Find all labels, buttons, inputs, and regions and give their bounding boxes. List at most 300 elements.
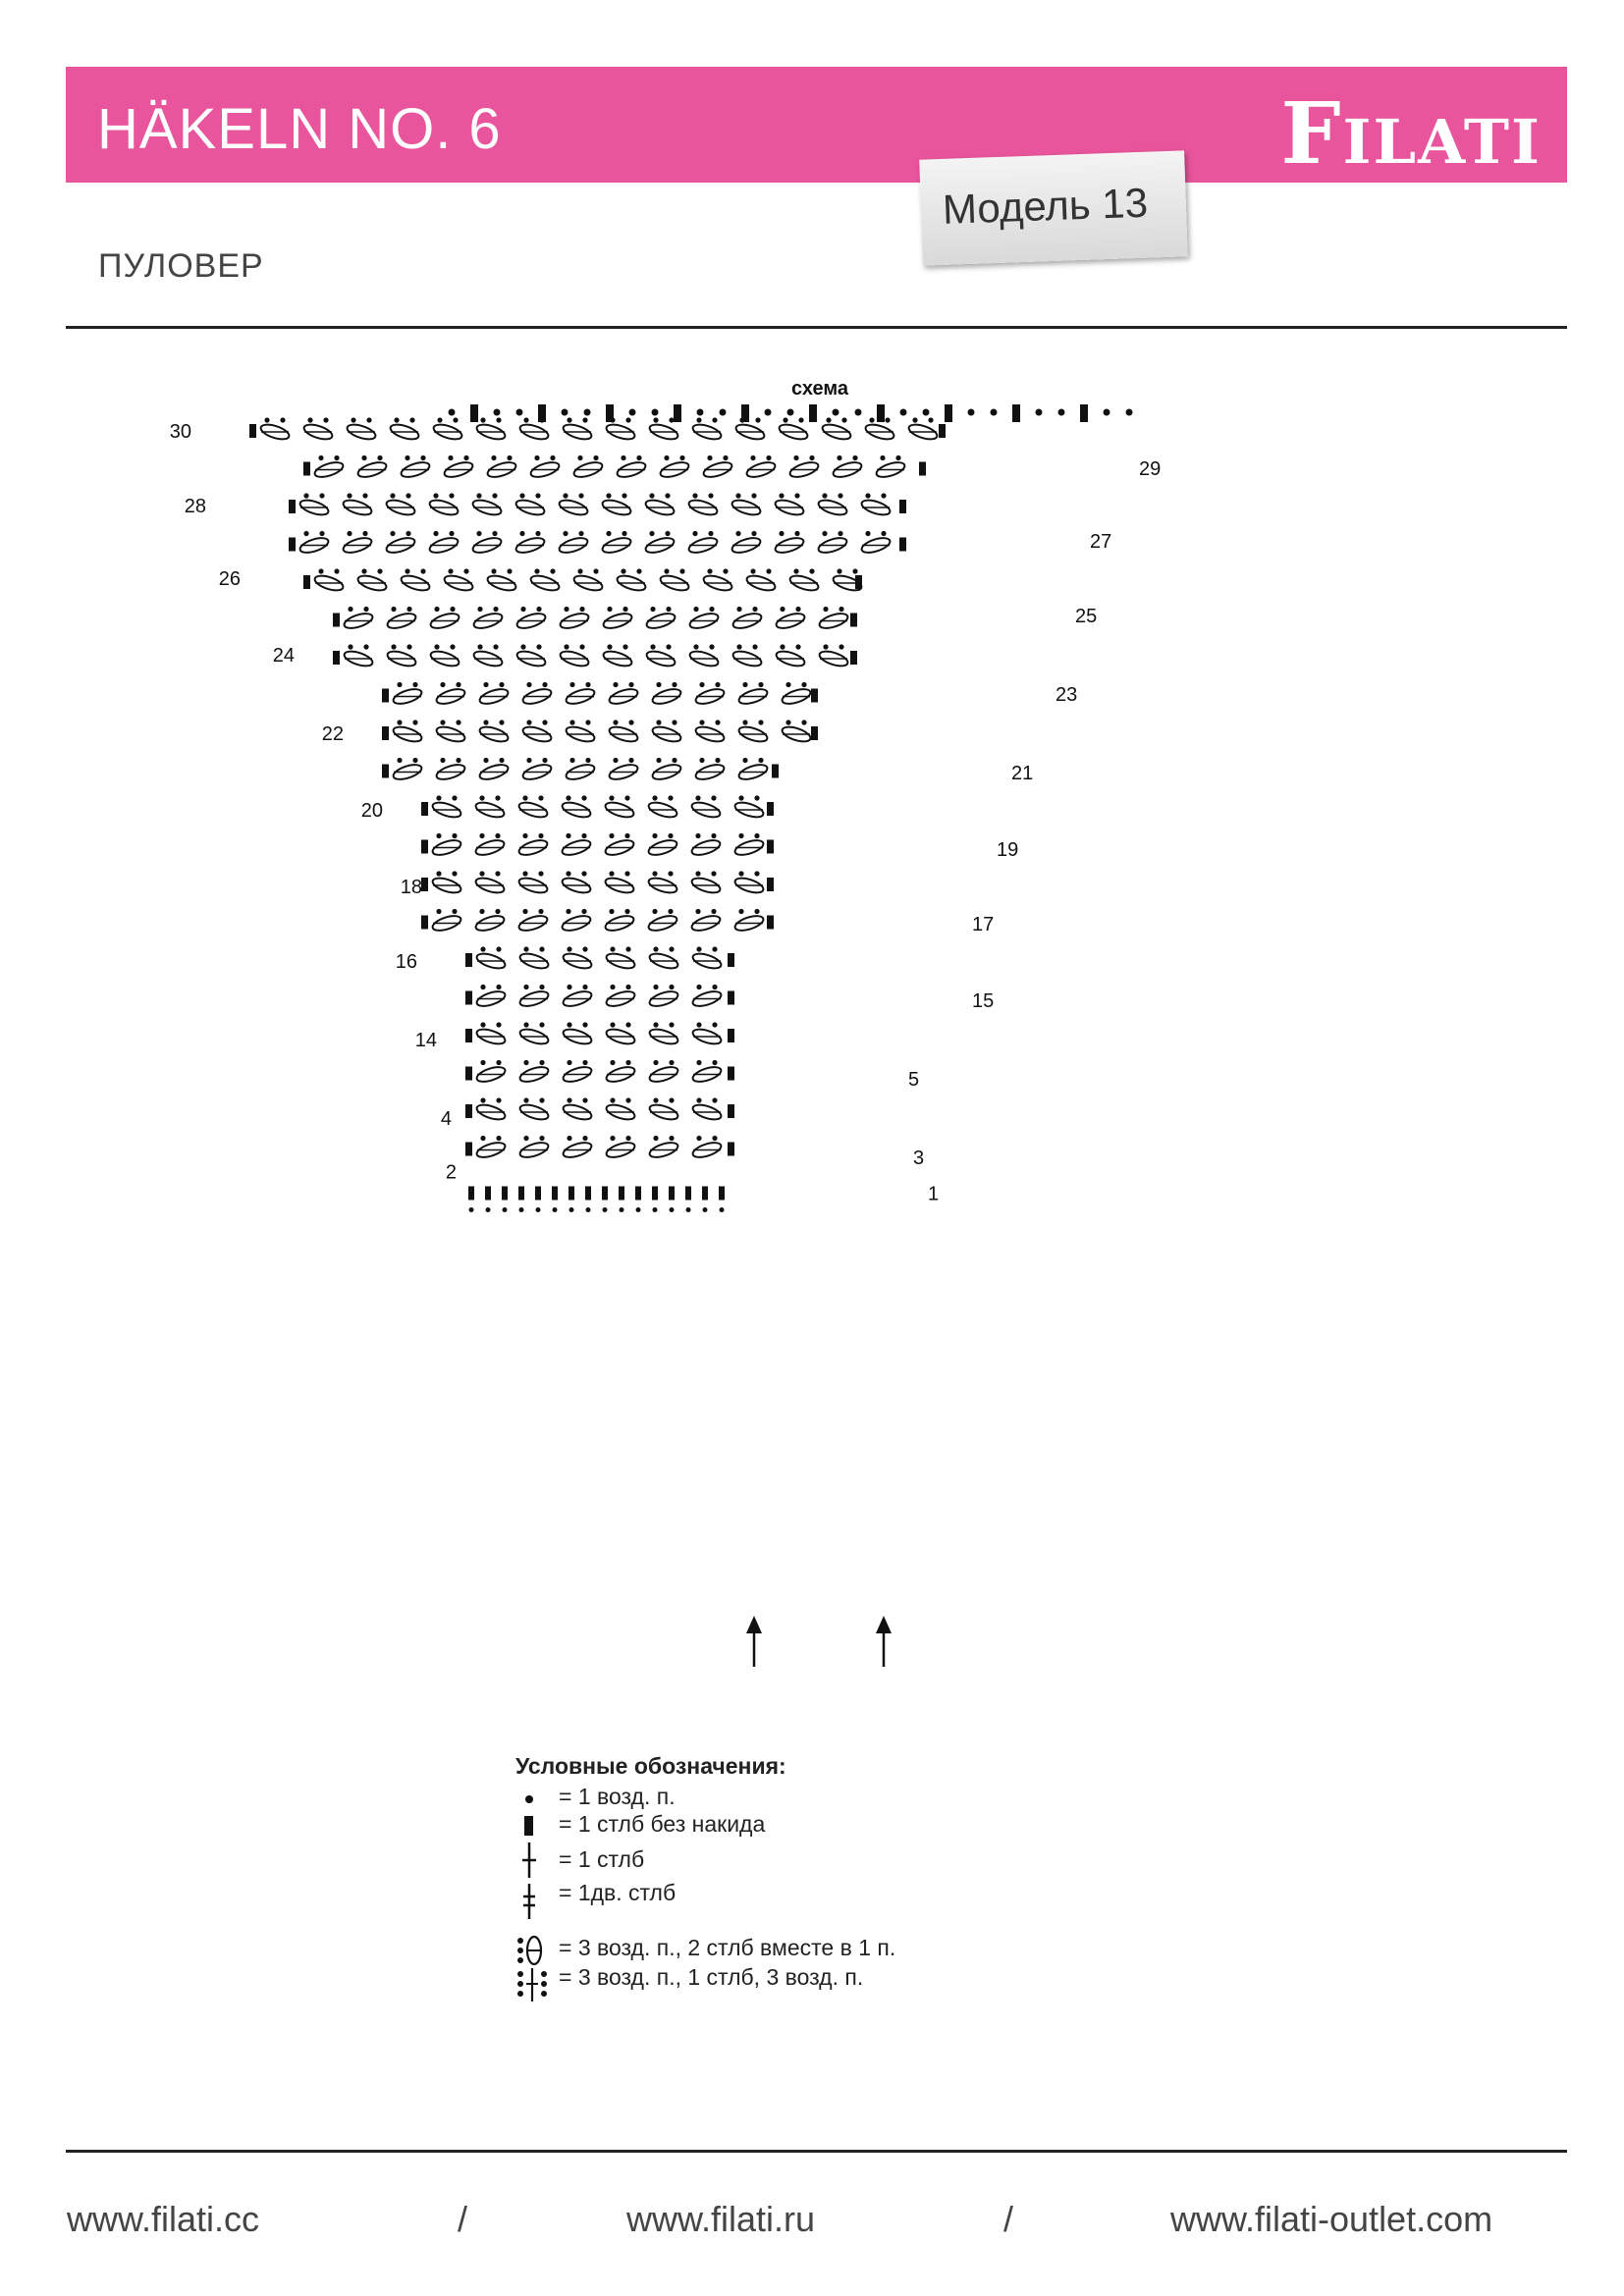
chain-mark: [649, 493, 654, 498]
chain-mark: [712, 946, 717, 951]
chain-mark: [390, 493, 395, 498]
chain-mark: [839, 607, 843, 612]
chain-mark: [523, 985, 528, 989]
chain-mark: [780, 644, 785, 649]
chain-mark: [711, 833, 716, 838]
chain-mark: [536, 607, 541, 612]
chain-mark: [881, 531, 886, 536]
chain-mark: [581, 833, 586, 838]
chain-mark: [669, 417, 674, 422]
chain-mark: [623, 644, 627, 649]
chain-mark: [433, 531, 438, 536]
chain-mark: [607, 644, 612, 649]
chain-mark: [603, 1207, 608, 1212]
row-label: 22: [321, 723, 344, 745]
chain-mark: [652, 409, 659, 416]
chain-mark: [535, 493, 540, 498]
chain-mark: [779, 531, 784, 536]
chain-mark: [348, 644, 352, 649]
chain-mark: [707, 455, 712, 460]
chain-mark: [377, 568, 382, 573]
single-crochet-mark: [468, 1187, 474, 1201]
chain-mark: [567, 985, 571, 989]
footer-link-filati-ru[interactable]: www.filati.ru: [626, 2199, 816, 2239]
row-label: 4: [440, 1108, 452, 1130]
single-crochet-mark: [421, 916, 428, 930]
magazine-title: HÄKELN NO. 6: [97, 97, 502, 161]
chain-mark: [625, 1060, 630, 1065]
chain-mark: [539, 946, 544, 951]
chain-mark: [736, 644, 741, 649]
chain-mark: [712, 1060, 717, 1065]
chain-mark: [822, 531, 827, 536]
chain-mark: [609, 909, 614, 914]
chain-mark: [449, 531, 454, 536]
chain-mark: [991, 409, 998, 416]
chain-mark: [406, 493, 410, 498]
chain-mark: [609, 833, 614, 838]
chain-mark: [456, 758, 460, 763]
chain-mark: [539, 1097, 544, 1102]
chain-mark: [567, 1060, 571, 1065]
chain-mark: [593, 568, 598, 573]
chain-mark: [607, 607, 612, 612]
chain-mark: [539, 1136, 544, 1141]
chain-mark: [696, 946, 701, 951]
chain-mark: [711, 795, 716, 800]
chain-mark: [476, 531, 481, 536]
single-crochet-mark: [674, 404, 681, 422]
chain-mark: [503, 1207, 508, 1212]
page-subtitle: ПУЛОВЕР: [98, 247, 264, 285]
chain-mark: [522, 909, 527, 914]
chain-mark: [362, 493, 367, 498]
chain-mark: [610, 946, 615, 951]
chain-mark: [348, 607, 352, 612]
single-crochet-mark: [772, 765, 779, 778]
legend-row-picot: = 3 возд. п., 1 стлб, 3 возд. п.: [515, 1964, 895, 1994]
chain-mark: [855, 409, 862, 416]
chain-mark: [823, 644, 828, 649]
chain-mark: [664, 568, 669, 573]
chain-mark: [696, 1097, 701, 1102]
chain-mark: [822, 493, 827, 498]
chain-mark: [479, 871, 484, 876]
chain-mark: [613, 720, 618, 724]
chain-mark: [742, 682, 747, 687]
chain-mark: [539, 1060, 544, 1065]
footer-separator: /: [458, 2199, 468, 2239]
header-banner: [66, 67, 1567, 183]
chain-mark: [795, 644, 800, 649]
chain-mark: [582, 985, 587, 989]
chain-mark: [496, 1060, 501, 1065]
chain-mark: [582, 946, 587, 951]
chain-mark: [539, 417, 544, 422]
chain-mark: [841, 417, 846, 422]
chain-mark: [865, 531, 870, 536]
top-divider: [66, 326, 1567, 329]
legend-row-treble-crochet: = 1дв. стлб: [515, 1880, 895, 1931]
chain-mark: [456, 682, 460, 687]
single-crochet-mark: [470, 404, 478, 422]
chain-mark: [668, 871, 673, 876]
chain-mark: [610, 985, 615, 989]
chain-mark: [652, 795, 657, 800]
chain-mark: [433, 493, 438, 498]
chain-mark: [738, 833, 743, 838]
chain-mark: [581, 871, 586, 876]
chain-mark: [723, 455, 728, 460]
chain-mark: [420, 568, 425, 573]
single-crochet-mark: [1012, 404, 1020, 422]
chain-mark: [550, 455, 555, 460]
chain-mark: [625, 985, 630, 989]
chain-mark: [795, 607, 800, 612]
chain-mark: [636, 568, 641, 573]
single-crochet-mark: [1080, 404, 1088, 422]
chain-mark: [577, 455, 582, 460]
single-crochet-mark: [702, 1187, 708, 1201]
chain-mark: [826, 417, 831, 422]
chain-mark: [412, 682, 417, 687]
chain-mark: [620, 1207, 624, 1212]
chain-mark: [765, 409, 772, 416]
single-crochet-mark: [728, 1067, 734, 1081]
single-crochet-mark: [945, 404, 952, 422]
chain-mark: [377, 455, 382, 460]
chain-mark: [699, 720, 704, 724]
chain-mark: [406, 531, 410, 536]
chain-mark: [669, 1136, 674, 1141]
chain-mark: [738, 909, 743, 914]
chain-mark: [809, 568, 814, 573]
chain-mark: [865, 493, 870, 498]
chain-mark: [606, 531, 611, 536]
chain-mark: [625, 1097, 630, 1102]
chain-mark: [449, 409, 456, 416]
chain-mark: [766, 455, 771, 460]
chain-mark: [652, 909, 657, 914]
chain-mark: [564, 607, 568, 612]
chain-mark: [303, 531, 308, 536]
chain-mark: [665, 531, 670, 536]
chain-mark: [696, 417, 701, 422]
single-crochet-mark: [289, 538, 296, 552]
chain-mark: [613, 758, 618, 763]
chain-mark: [610, 417, 615, 422]
chain-mark: [720, 1207, 725, 1212]
single-crochet-mark: [289, 500, 296, 513]
chain-mark: [754, 871, 759, 876]
chain-mark: [610, 1136, 615, 1141]
chain-mark: [397, 682, 402, 687]
single-crochet-mark: [568, 1187, 574, 1201]
chain-mark: [735, 493, 740, 498]
chain-mark: [523, 1060, 528, 1065]
chain-mark: [397, 720, 402, 724]
chain-stitch-icon: [515, 1786, 545, 1809]
chain-mark: [742, 758, 747, 763]
model-label: Модель 13: [942, 179, 1149, 233]
single-crochet-mark: [303, 575, 310, 589]
chain-mark: [653, 1207, 658, 1212]
single-crochet-mark: [767, 878, 774, 891]
chain-mark: [754, 909, 759, 914]
chain-mark: [755, 417, 760, 422]
chain-mark: [653, 1022, 658, 1027]
chain-mark: [569, 1207, 574, 1212]
chain-mark: [711, 909, 716, 914]
chain-mark: [538, 833, 543, 838]
row-label: 5: [908, 1069, 920, 1091]
chain-mark: [793, 455, 798, 460]
chain-mark: [586, 1207, 591, 1212]
chain-mark: [516, 409, 523, 416]
chain-mark: [538, 871, 543, 876]
chain-mark: [686, 1207, 691, 1212]
chain-mark: [636, 455, 641, 460]
single-crochet-mark: [728, 1104, 734, 1118]
chain-mark: [783, 417, 787, 422]
chain-mark: [319, 493, 324, 498]
chain-mark: [895, 455, 900, 460]
single-crochet-mark: [465, 991, 472, 1005]
chain-mark: [319, 531, 324, 536]
chain-mark: [477, 607, 482, 612]
chain-mark: [750, 568, 755, 573]
chain-mark: [653, 417, 658, 422]
chain-mark: [495, 871, 500, 876]
chain-mark: [636, 1207, 641, 1212]
chain-mark: [669, 946, 674, 951]
chain-mark: [566, 909, 570, 914]
chain-mark: [766, 568, 771, 573]
single-crochet-mark: [552, 1187, 558, 1201]
crochet-chart: [169, 373, 1384, 1679]
chain-mark: [519, 1207, 524, 1212]
chain-mark: [436, 833, 441, 838]
chain-mark: [656, 682, 661, 687]
chain-mark: [1126, 409, 1133, 416]
chain-mark: [758, 682, 763, 687]
row-label: 25: [1075, 606, 1098, 627]
chain-mark: [450, 607, 455, 612]
chain-mark: [625, 1136, 630, 1141]
chain-mark: [534, 568, 539, 573]
row-label: 21: [1011, 763, 1034, 784]
chain-mark: [496, 1022, 501, 1027]
chain-mark: [453, 417, 458, 422]
single-crochet-mark: [855, 575, 862, 589]
chain-mark: [450, 644, 455, 649]
chain-mark: [578, 493, 583, 498]
chain-mark: [621, 455, 625, 460]
chain-mark: [664, 455, 669, 460]
row-label: 19: [997, 839, 1019, 861]
chain-mark: [264, 417, 269, 422]
chain-mark: [523, 1097, 528, 1102]
legend-title: Условные обозначения:: [515, 1753, 786, 1779]
chain-mark: [495, 833, 500, 838]
chain-mark: [715, 682, 720, 687]
chain-mark: [582, 1136, 587, 1141]
single-crochet-mark: [382, 765, 389, 778]
footer-link-filati-outlet[interactable]: www.filati-outlet.com: [1170, 2199, 1493, 2239]
single-crochet-mark: [333, 614, 340, 627]
chain-mark: [754, 795, 759, 800]
chain-mark: [522, 795, 527, 800]
chain-mark: [494, 409, 501, 416]
single-crochet-mark: [728, 1143, 734, 1156]
chain-mark: [483, 758, 488, 763]
chain-mark: [708, 493, 713, 498]
single-crochet-mark: [719, 1187, 725, 1201]
chain-mark: [582, 1097, 587, 1102]
chain-mark: [483, 720, 488, 724]
chain-mark: [499, 720, 504, 724]
chain-mark: [653, 946, 658, 951]
row-label: 30: [169, 421, 191, 443]
chain-mark: [900, 409, 907, 416]
chain-mark: [585, 682, 590, 687]
chain-mark: [624, 871, 629, 876]
chain-mark: [563, 531, 568, 536]
single-crochet-mark: [465, 953, 472, 967]
chain-mark: [780, 607, 785, 612]
chain-mark: [420, 455, 425, 460]
row-label: 29: [1139, 458, 1162, 480]
chain-mark: [912, 417, 917, 422]
chain-mark: [649, 531, 654, 536]
chain-mark: [483, 682, 488, 687]
chain-mark: [794, 493, 799, 498]
chain-mark: [692, 531, 697, 536]
chain-mark: [437, 417, 442, 422]
chain-mark: [696, 1060, 701, 1065]
chain-mark: [496, 1097, 501, 1102]
picot-icon: [515, 1966, 549, 2005]
chain-mark: [736, 607, 741, 612]
chain-mark: [405, 568, 409, 573]
chain-mark: [798, 417, 803, 422]
chain-mark: [523, 1136, 528, 1141]
chain-mark: [609, 795, 614, 800]
single-crochet-mark: [919, 462, 926, 476]
single-crochet-mark: [333, 651, 340, 665]
chain-mark: [542, 682, 547, 687]
chain-mark: [434, 607, 439, 612]
chain-mark: [712, 1022, 717, 1027]
chain-mark: [480, 946, 485, 951]
chain-mark: [492, 493, 497, 498]
chain-mark: [625, 1022, 630, 1027]
chain-mark: [852, 455, 857, 460]
chain-mark: [536, 1207, 541, 1212]
chain-mark: [567, 1136, 571, 1141]
chain-mark: [629, 409, 636, 416]
row-label: 2: [445, 1161, 457, 1184]
single-crochet-mark: [652, 1187, 658, 1201]
chain-mark: [318, 568, 323, 573]
chain-mark: [542, 758, 547, 763]
chain-mark: [491, 455, 496, 460]
chain-mark: [752, 607, 757, 612]
chain-mark: [479, 909, 484, 914]
chain-mark: [491, 568, 496, 573]
start-arrow-icon: [876, 1616, 892, 1667]
chain-mark: [440, 682, 445, 687]
single-crochet-mark: [809, 404, 817, 422]
chain-mark: [463, 455, 468, 460]
chain-mark: [720, 409, 727, 416]
chain-mark: [809, 455, 814, 460]
chain-mark: [610, 1097, 615, 1102]
chain-mark: [579, 644, 584, 649]
single-crochet-mark: [635, 1187, 641, 1201]
chain-mark: [708, 531, 713, 536]
chain-mark: [758, 720, 763, 724]
chain-mark: [622, 493, 626, 498]
chain-mark: [538, 795, 543, 800]
chain-mark: [280, 417, 285, 422]
chain-mark: [709, 644, 714, 649]
chain-mark: [361, 568, 366, 573]
chain-mark: [534, 455, 539, 460]
chain-mark: [793, 568, 798, 573]
chain-mark: [563, 493, 568, 498]
chain-mark: [579, 607, 584, 612]
chain-mark: [567, 946, 571, 951]
chain-mark: [569, 682, 574, 687]
single-crochet-mark: [877, 404, 885, 422]
chain-mark: [448, 568, 453, 573]
chain-mark: [436, 871, 441, 876]
chain-mark: [523, 1022, 528, 1027]
chain-mark: [610, 1060, 615, 1065]
chain-mark: [712, 1097, 717, 1102]
chain-mark: [739, 417, 744, 422]
chain-mark: [585, 720, 590, 724]
chain-mark: [751, 493, 756, 498]
chain-mark: [656, 758, 661, 763]
chain-mark: [650, 607, 655, 612]
chain-mark: [928, 417, 933, 422]
chain-mark: [968, 409, 975, 416]
chain-mark: [469, 1207, 474, 1212]
symbol-legend: [515, 1753, 895, 1994]
chain-mark: [569, 720, 574, 724]
single-crochet-mark: [850, 614, 857, 627]
row-label: 23: [1056, 684, 1078, 706]
chain-mark: [852, 568, 857, 573]
chain-mark: [881, 493, 886, 498]
footer-link-filati-cc[interactable]: www.filati.cc: [67, 2199, 260, 2239]
chain-mark: [550, 568, 555, 573]
chain-mark: [536, 644, 541, 649]
chain-mark: [566, 795, 570, 800]
chain-mark: [366, 417, 371, 422]
chain-mark: [542, 720, 547, 724]
chain-mark: [406, 607, 411, 612]
chain-mark: [610, 1022, 615, 1027]
chain-mark: [885, 417, 890, 422]
chain-mark: [823, 607, 828, 612]
chain-mark: [526, 758, 531, 763]
chain-mark: [839, 644, 843, 649]
chain-mark: [723, 568, 728, 573]
chain-mark: [742, 720, 747, 724]
